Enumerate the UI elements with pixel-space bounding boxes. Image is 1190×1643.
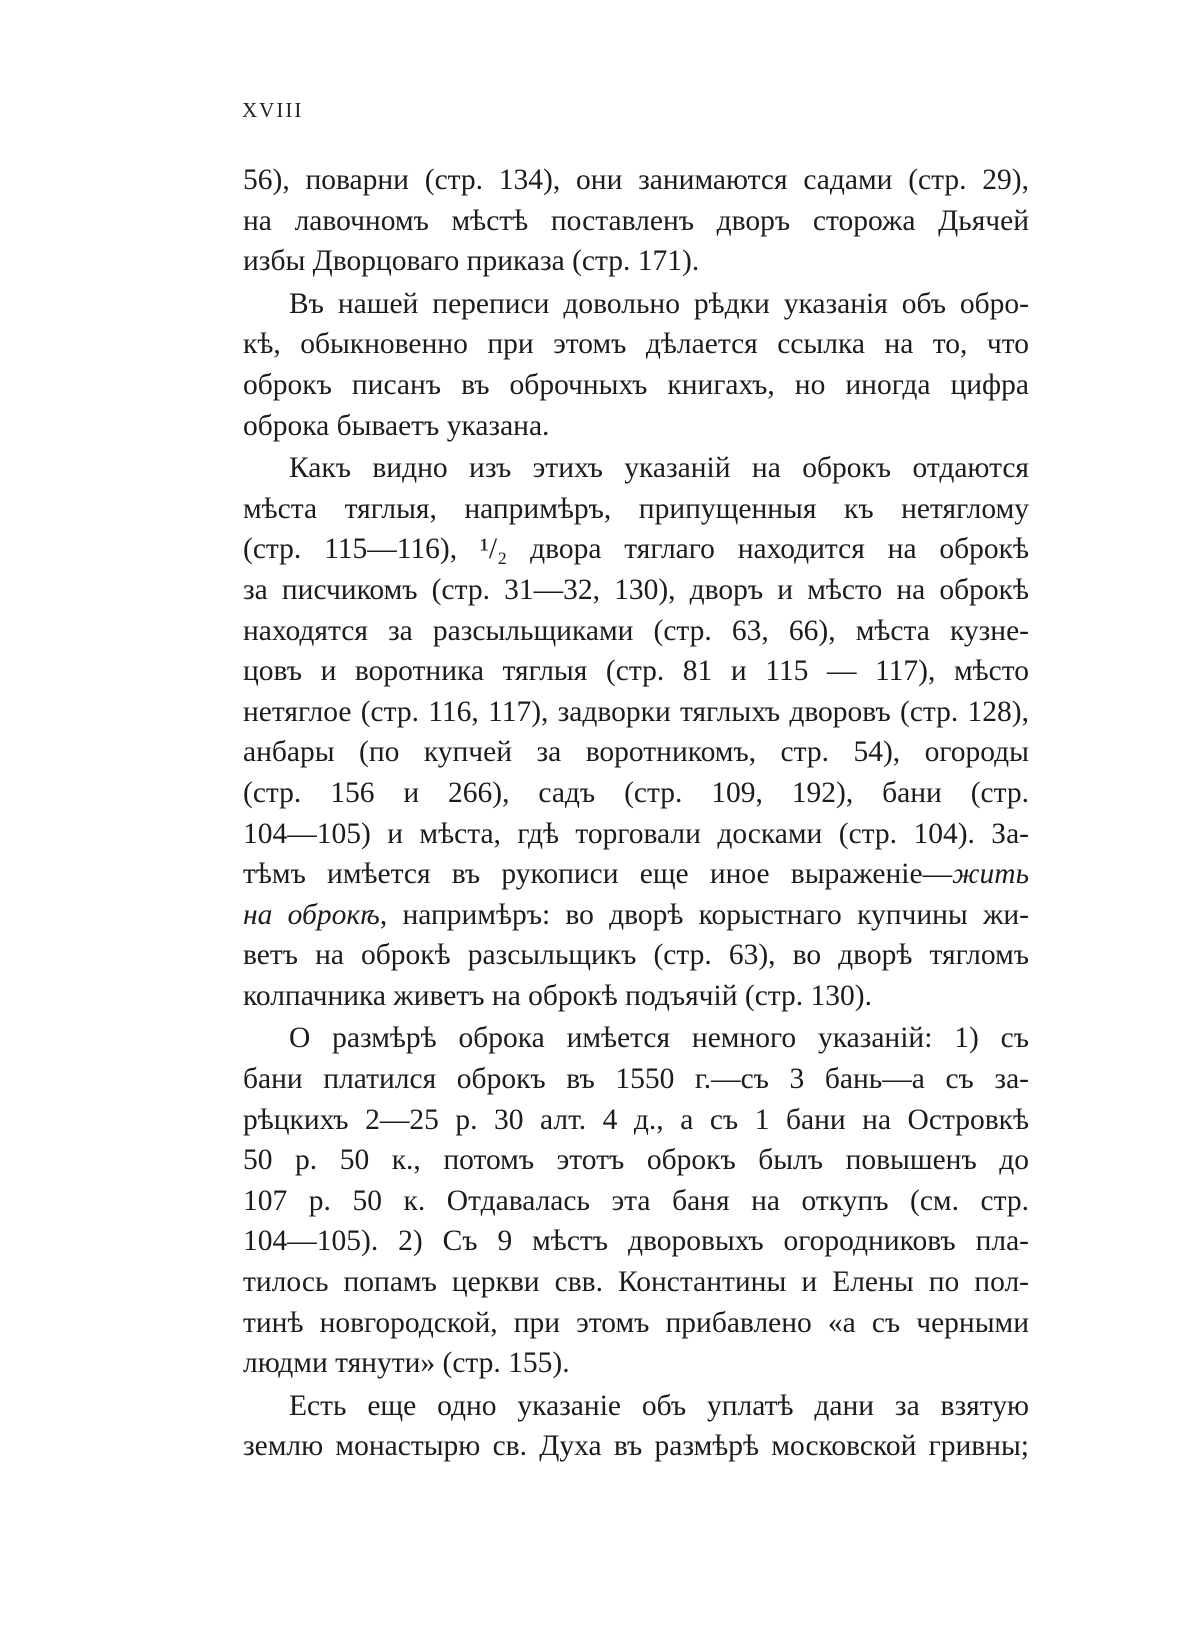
text-line: цовъ и воротника тяглыя (стр. 81 и 115 — 117), мѣсто	[243, 655, 1029, 688]
text-line: тинѣ новгородской, при этомъ прибавлено «а съ черными	[243, 1306, 1029, 1339]
text-line: 56), поварни (стр. 134), они занимаются садами (стр. 29),	[243, 164, 1029, 196]
italic-term: жить	[952, 858, 1029, 891]
text-line: бани платился оброкъ въ 1550 г.—съ 3 бань—а съ за-	[243, 1063, 1029, 1096]
text-line: 50 р. 50 к., потомъ этотъ оброкъ былъ повышенъ до	[243, 1144, 1029, 1177]
text-line: 104—105) и мѣста, гдѣ торговали досками (стр. 104). За-	[243, 817, 1029, 850]
italic-term: на оброкѣ	[243, 898, 380, 931]
text-line: 107 р. 50 к. Отдавалась эта баня на откупъ (см. стр.	[243, 1184, 1029, 1217]
text-line: находятся за разсыльщиками (стр. 63, 66), мѣста кузне-	[243, 614, 1029, 647]
paragraph-2	[243, 284, 1029, 446]
text-line: рѣцкихъ 2—25 р. 30 алт. 4 д., а съ 1 бани на Островкѣ	[243, 1103, 1029, 1136]
page-number: XVIII	[242, 98, 304, 122]
body-text	[243, 160, 1029, 1469]
text-line	[243, 895, 1029, 936]
text-line: людми тянути» (стр. 155).	[243, 1347, 570, 1380]
text-line: избы Дворцоваго приказа (стр. 171).	[243, 245, 700, 278]
paragraph-5	[243, 1386, 1029, 1467]
text-line: (стр. 115—116), ¹/₂ двора тяглаго находится на оброкѣ	[243, 533, 1029, 566]
text-segment: тѣмъ имѣется въ рукописи еще иное выраженіе—	[243, 858, 953, 891]
text-line	[243, 854, 1029, 895]
text-line: Есть еще одно указаніе объ уплатѣ дани за взятую	[289, 1389, 1029, 1422]
text-line: анбары (по купчей за воротникомъ, стр. 54), огороды	[243, 736, 1029, 769]
paragraph-3	[243, 448, 1029, 1016]
text-segment: , напримѣръ: во дворѣ корыстнаго купчины жи-	[379, 898, 1030, 931]
text-line: 104—105). 2) Съ 9 мѣстъ дворовыхъ огородниковъ пла-	[243, 1225, 1029, 1258]
text-line: Какъ видно изъ этихъ указаній на оброкъ отдаются	[289, 452, 1029, 485]
text-line: О размѣрѣ оброка имѣется немного указаній: 1) съ	[289, 1022, 1029, 1055]
text-line: нетяглое (стр. 116, 117), задворки тяглыхъ дворовъ (стр. 128),	[243, 695, 1029, 728]
paragraph-1	[243, 160, 1029, 282]
text-line: (стр. 156 и 266), садъ (стр. 109, 192), бани (стр.	[243, 776, 1029, 809]
text-line: колпачника живетъ на оброкѣ подъячій (стр. 130).	[243, 979, 872, 1012]
text-line: оброка бываетъ указана.	[243, 409, 550, 442]
text-line: ветъ на оброкѣ разсыльщикъ (стр. 63), во дворѣ тягломъ	[243, 939, 1029, 972]
text-line: оброкъ писанъ въ оброчныхъ книгахъ, но иногда цифра	[243, 368, 1029, 401]
text-line: за писчикомъ (стр. 31—32, 130), дворъ и мѣсто на оброкѣ	[243, 573, 1029, 606]
paragraph-4	[243, 1018, 1029, 1383]
text-line: тилось попамъ церкви свв. Константины и Елены по пол-	[243, 1266, 1029, 1299]
text-line: Въ нашей переписи довольно рѣдки указанія объ обро-	[289, 287, 1029, 320]
text-line: мѣста тяглыя, напримѣръ, припущенныя къ нетяглому	[243, 492, 1029, 525]
text-line: землю монастырю св. Духа въ размѣрѣ московской гривны;	[243, 1430, 1029, 1463]
text-line: кѣ, обыкновенно при этомъ дѣлается ссылка на то, что	[243, 328, 1029, 361]
text-line: на лавочномъ мѣстѣ поставленъ дворъ сторожа Дьячей	[243, 204, 1029, 237]
